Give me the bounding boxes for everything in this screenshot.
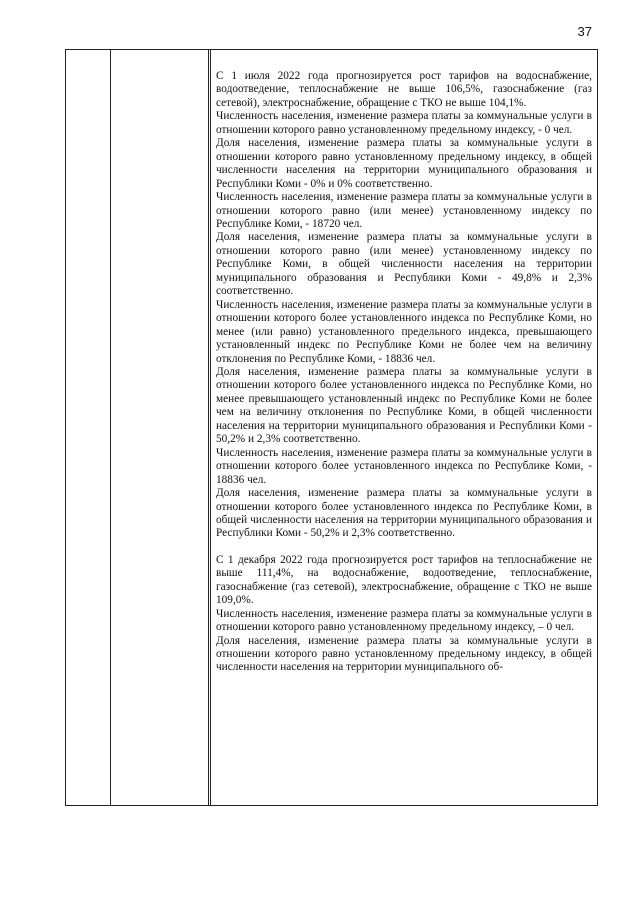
- table-cell-text: [216, 70, 592, 675]
- paragraph: Доля населения, изменение размера платы за коммунальные услуги в отношении которого равно (или менее) установленному индексу по Республике Коми, в общей численности населения на территории муниципального образования и Республики Коми - 49,8% и 2,3% соответственно.: [216, 231, 592, 298]
- paragraph: Доля населения, изменение размера платы за коммунальные услуги в отношении которого равно установленному предельному индексу, в общей численности населения на территории муниципального образования и Республики Коми - 0% и 0% соответственно.: [216, 137, 592, 190]
- paragraph: Доля населения, изменение размера платы за коммунальные услуги в отношении которого более установленного индекса по Республике Коми, в общей численности населения на территории муниципального образования и Республики Коми - 50,2% и 2,3% соответственно.: [216, 487, 592, 540]
- paragraph: Численность населения, изменение размера платы за коммунальные услуги в отношении которого более установленного индекса по Республике Коми, но менее (или равно) установленного предельного индекса, превышающего установленный индекс по Республике Коми не более чем на величину отклонения по Республике Коми, - 18836 чел.: [216, 298, 592, 365]
- paragraph: С 1 декабря 2022 года прогнозируется рост тарифов на теплоснабжение не выше 111,4%, на водоснабжение, водоотведение, теплоснабжение, газоснабжение (газ сетевой), электроснабжение, обращение с ТКО не выше 109,0%.: [216, 553, 592, 607]
- paragraph-gap: [216, 541, 592, 554]
- paragraph: Численность населения, изменение размера платы за коммунальные услуги в отношении которого равно (или менее) установленному индексу по Республике Коми, - 18720 чел.: [216, 191, 592, 230]
- paragraph: С 1 июля 2022 года прогнозируется рост тарифов на водоснабжение, водоотведение, теплоснабжение не выше 106,5%, газоснабжение (газ сетевой), электроснабжение, обращение с ТКО не выше 104,1%.: [216, 70, 592, 109]
- column-divider: [208, 50, 209, 805]
- paragraph: Численность населения, изменение размера платы за коммунальные услуги в отношении которого более установленного индекса по Республике Коми, - 18836 чел.: [216, 446, 592, 486]
- document-table: [65, 49, 598, 806]
- paragraph: Численность населения, изменение размера платы за коммунальные услуги в отношении которого равно установленному предельному индексу, - 0 чел.: [216, 110, 592, 136]
- column-divider: [210, 50, 211, 805]
- paragraph: Численность населения, изменение размера платы за коммунальные услуги в отношении которого равно установленному предельному индексу, – 0 чел.: [216, 607, 592, 634]
- column-divider: [110, 50, 111, 805]
- paragraph: Доля населения, изменение размера платы за коммунальные услуги в отношении которого более установленного индекса по Республике Коми, но менее превышающего установленный индекс по Республике Коми не более чем на величину отклонения по Республике Коми, в общей численности населения на территории муниципального образования и Республики Коми - 50,2% и 2,3% соответственно.: [216, 365, 592, 446]
- page-number: 37: [577, 24, 592, 39]
- paragraph: Доля населения, изменение размера платы за коммунальные услуги в отношении которого равно установленному предельному индексу, в общей численности населения на территории муниципального об-: [216, 634, 592, 674]
